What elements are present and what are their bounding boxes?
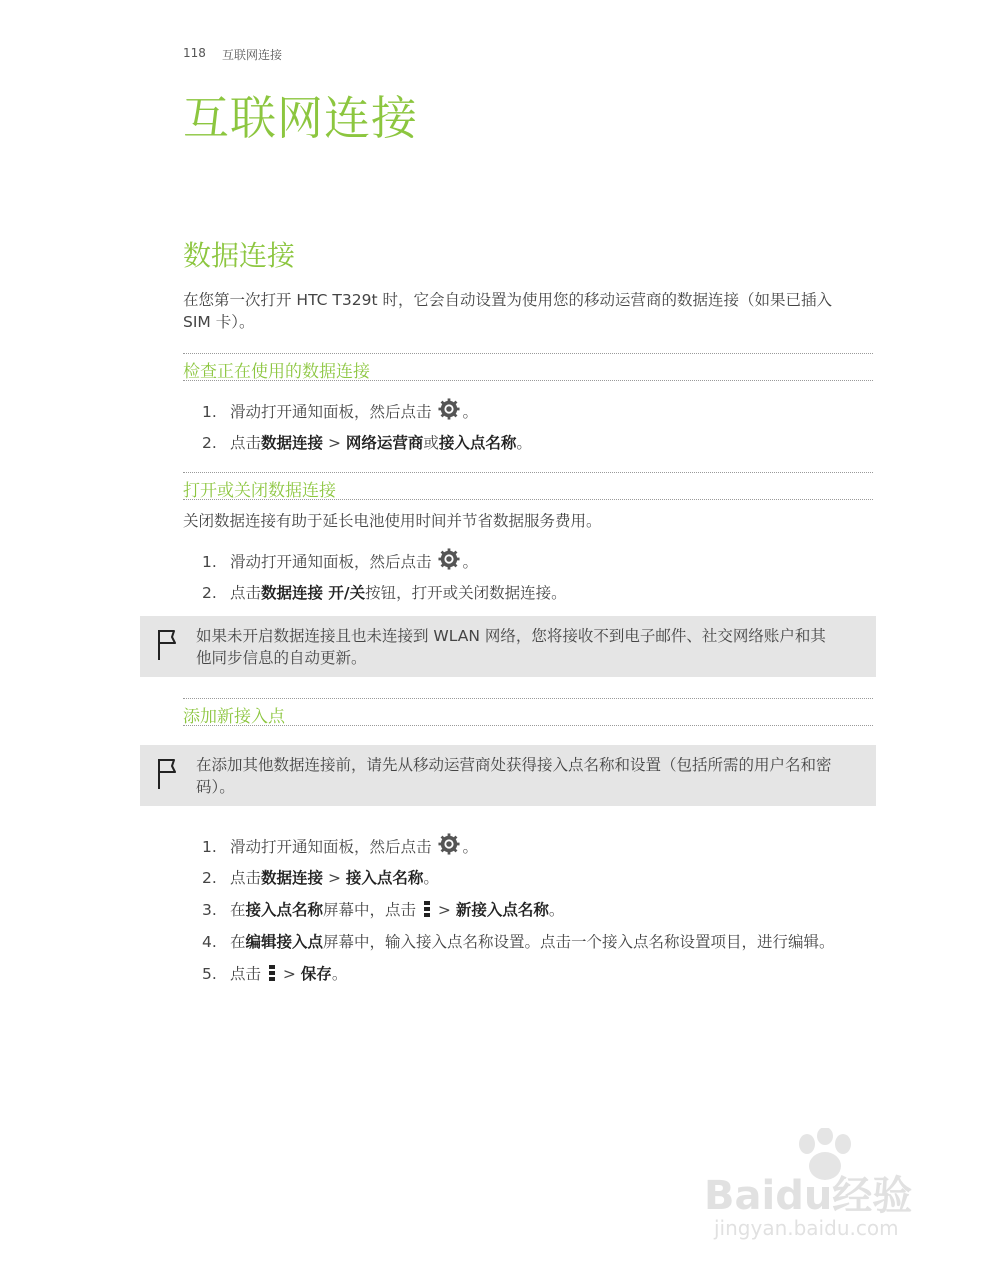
step-text: 滑动打开通知面板，然后点击 <box>230 403 432 421</box>
ui-term: 数据连接 开/关 <box>261 584 366 602</box>
settings-gear-icon <box>438 833 460 855</box>
toggle-description: 关闭数据连接有助于延长电池使用时间并节省数据服务费用。 <box>183 512 602 530</box>
step-text: 滑动打开通知面板，然后点击 <box>230 838 432 856</box>
step-number: 5. <box>202 965 217 983</box>
step-pre: 点击 <box>230 584 262 602</box>
subheading-add-apn: 添加新接入点 <box>183 698 873 726</box>
step-pre: 在 <box>230 933 246 951</box>
subheading-toggle-connection: 打开或关闭数据连接 <box>183 472 873 500</box>
step-number: 1. <box>202 553 217 571</box>
step-end: 。 <box>548 901 565 919</box>
page-number: 118 <box>183 46 206 60</box>
add-step-5 <box>202 962 347 984</box>
step-end: 。 <box>462 553 478 571</box>
step-text: 滑动打开通知面板，然后点击 <box>230 553 432 571</box>
add-step-4 <box>202 930 835 952</box>
note-text <box>196 625 864 669</box>
step-pre: 在 <box>230 901 246 919</box>
note-line-2: 码）。 <box>196 778 235 796</box>
note-text <box>196 754 864 798</box>
step-end: 。 <box>462 838 478 856</box>
note-line-1: 在添加其他数据连接前，请先从移动运营商处获得接入点名称和设置（包括所需的用户名和密 <box>196 756 832 774</box>
step-number: 1. <box>202 838 217 856</box>
step-number: 1. <box>202 403 217 421</box>
watermark-url: jingyan.baidu.com <box>714 1216 899 1240</box>
ui-term: 网络运营商 <box>345 434 424 452</box>
check-step-1 <box>202 398 478 422</box>
settings-gear-icon <box>438 548 460 570</box>
step-sep: > <box>323 869 346 887</box>
ui-term: 接入点名称 <box>345 869 424 887</box>
ui-term: 数据连接 <box>261 434 324 452</box>
running-title: 互联网连接 <box>222 48 283 62</box>
step-number: 2. <box>202 434 217 452</box>
ui-term: 编辑接入点 <box>245 933 324 951</box>
add-step-1 <box>202 833 478 857</box>
intro-line-2: SIM 卡）。 <box>183 313 255 331</box>
menu-dots-icon <box>268 964 276 982</box>
step-end: 屏幕中，输入接入点名称设置。点击一个接入点名称设置项目，进行编辑。 <box>323 933 835 951</box>
step-pre: 点击 <box>230 434 262 452</box>
ui-term: 保存 <box>300 965 332 983</box>
note-box <box>140 745 876 806</box>
step-end: 。 <box>423 869 439 887</box>
step-number: 2. <box>202 869 217 887</box>
step-sep: > <box>323 434 346 452</box>
note-flag-icon <box>155 757 179 791</box>
step-pre: 点击 <box>230 869 262 887</box>
step-mid: 或 <box>423 434 439 452</box>
toggle-step-2 <box>202 581 567 603</box>
step-pre: 点击 <box>230 965 262 983</box>
step-end: 。 <box>462 403 478 421</box>
check-step-2 <box>202 431 532 453</box>
section-title: 数据连接 <box>183 239 296 272</box>
step-sep: > <box>277 965 301 983</box>
settings-gear-icon <box>438 398 460 420</box>
step-end: 。 <box>331 965 348 983</box>
baidu-jingyan-watermark <box>704 1128 934 1248</box>
step-mid: 屏幕中，点击 <box>323 901 417 919</box>
ui-term: 数据连接 <box>261 869 324 887</box>
ui-term: 接入点名称 <box>245 901 324 919</box>
step-end: 。 <box>516 434 532 452</box>
ui-term: 新接入点名称 <box>455 901 549 919</box>
add-step-3 <box>202 898 564 920</box>
chapter-title: 互联网连接 <box>183 91 418 145</box>
step-sep: > <box>432 901 456 919</box>
note-flag-icon <box>155 628 179 662</box>
menu-dots-icon <box>423 900 431 918</box>
subheading-check-connection: 检查正在使用的数据连接 <box>183 353 873 381</box>
ui-term: 接入点名称 <box>438 434 517 452</box>
step-number: 3. <box>202 901 217 919</box>
step-number: 4. <box>202 933 217 951</box>
note-line-1: 如果未开启数据连接且也未连接到 WLAN 网络，您将接收不到电子邮件、社交网络账户和其 <box>196 627 826 645</box>
note-box <box>140 616 876 677</box>
intro-line-1: 在您第一次打开 HTC T329t 时，它会自动设置为使用您的移动运营商的数据连接（如果已插入 <box>183 291 832 309</box>
watermark-logo: Baidu经验 <box>704 1173 913 1219</box>
step-number: 2. <box>202 584 217 602</box>
note-line-2: 他同步信息的自动更新。 <box>196 649 367 667</box>
intro-paragraph <box>183 289 873 333</box>
toggle-step-1 <box>202 548 478 572</box>
step-end: 按钮，打开或关闭数据连接。 <box>365 584 567 602</box>
add-step-2 <box>202 866 439 888</box>
